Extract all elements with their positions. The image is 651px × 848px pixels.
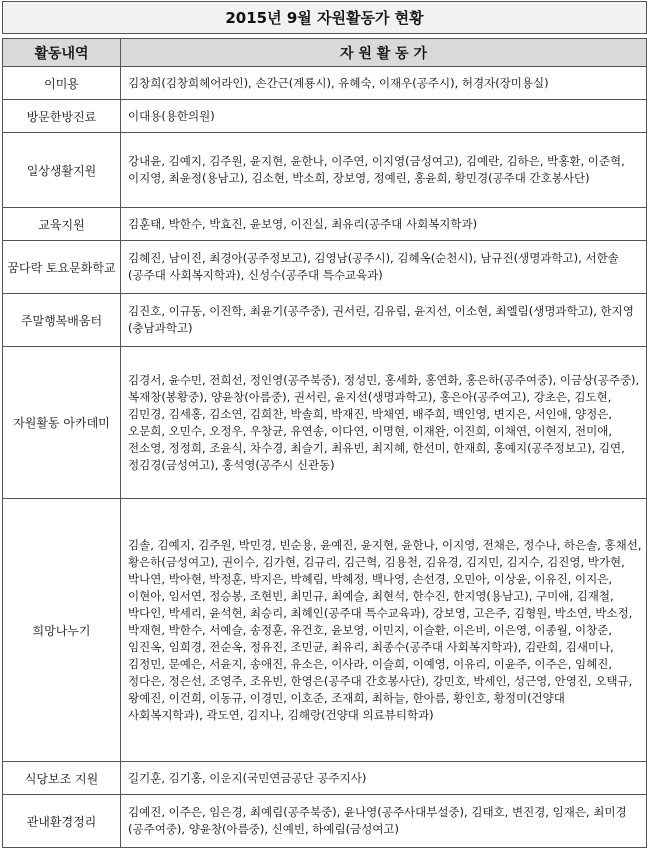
row-names: 김혜진, 남이진, 최경아(공주정보고), 김영남(공주시), 김혜옥(순천시), 남규진(생명과학고), 서한솔(공주대 사회복지학과), 신성수(공주대 특수교육과) (121, 241, 647, 294)
table-row (3, 762, 647, 795)
row-category: 꿈다락 토요문화학교 (3, 241, 121, 294)
table-row (3, 208, 647, 241)
table-row (3, 294, 647, 347)
row-names: 김경서, 윤수민, 전희선, 정인영(공주북중), 정성민, 홍세화, 홍연화, 홍은하(공주여중), 이금상(공주중), 복재창(봉황중), 양윤창(아름중), 권서린, 윤지선(생명과학고), 홍은아(공주여고), 강초은, 김도현, 김민경, 김세홍, 김소연, 김희찬, 박솔희, 박재진, 박채연, 배주희, 백인영, 변지은, 서인애, 양정은, 오문희, 오민수, 오정우, 우창균, 유연송, 이다연, 이명현, 이재완, 이진희, 이채연, 이현지, 전미애, 전소영, 정정희, 조윤식, 차수경, 최슬기, 최유빈, 최지혜, 한선미, 한재희, 홍예지(공주정보고), 김연, 정김경(금성여고), 홍석영(공주시 신관동) (121, 347, 647, 499)
table-row (3, 100, 647, 133)
row-category: 주말행복배움터 (3, 294, 121, 347)
row-category: 자원활동 아카데미 (3, 347, 121, 499)
row-names: 김솔, 김예지, 김주원, 박민경, 빈순용, 윤예진, 윤지현, 윤한나, 이지영, 전채은, 정수나, 하은솔, 홍채선, 황은하(금성여고), 권이수, 김가현, 김규리, 김근혁, 김용천, 김유경, 김지민, 김지수, 김진영, 박가현, 박나연, 박아현, 박정훈, 박지은, 박혜림, 박혜정, 백나영, 손선경, 오민아, 이상윤, 이유진, 이지은, 이현아, 임서연, 정승봉, 조현빈, 최민규, 최예슬, 최현석, 한수진, 한지영(용남고), 구미애, 김재철, 박다인, 박세리, 윤석현, 최승리, 최혜인(공주대 특수교육과), 강보영, 고은주, 김형원, 박소연, 박소정, 박재현, 박한수, 서예슬, 송정훈, 유건호, 윤보영, 이민지, 이슬환, 이은비, 이은영, 이종월, 이창준, 임진옥, 임희경, 전순옥, 정유진, 조민균, 최유리, 최종수(공주대 사회복지학과), 김란희, 김새미나, 김정민, 문예은, 서윤지, 송애진, 유소은, 이사라, 이슬희, 이예영, 이유리, 이윤주, 이주은, 임혜진, 정다은, 정은선, 조영주, 조유빈, 한영은(공주대 간호봉사단), 강민호, 박세인, 성근영, 안영진, 오택규, 왕예진, 이건희, 이동규, 이경민, 이호준, 조재희, 최하늘, 한아름, 황인호, 황정미(건양대 사회복지학과), 곽도연, 김지나, 김해랑(건양대 의료뷰티학과) (121, 499, 647, 762)
page-title: 2015년 9월 자원활동가 현황 (2, 1, 647, 34)
row-names: 김진호, 이규동, 이진학, 최윤기(공주중), 권서린, 김유림, 윤지선, 이소현, 최엘림(생명과학고), 한지영(충남과학고) (121, 294, 647, 347)
header-activity: 활동내역 (3, 39, 121, 67)
table-row (3, 347, 647, 499)
row-category: 일상생활지원 (3, 133, 121, 208)
volunteer-table (2, 38, 647, 848)
row-names: 강내윤, 김예지, 김주원, 윤지현, 윤한나, 이주연, 이지영(금성여고), 김예란, 김하은, 박홍환, 이준혁, 이지영, 최윤정(용남고), 김소현, 박소희, 장보영, 정예린, 홍윤희, 황민경(공주대 간호봉사단) (121, 133, 647, 208)
row-category: 교육지원 (3, 208, 121, 241)
row-category: 방문한방진료 (3, 100, 121, 133)
table-row (3, 795, 647, 848)
row-names: 이대용(용한의원) (121, 100, 647, 133)
row-category: 이미용 (3, 67, 121, 100)
row-category: 관내환경정리 (3, 795, 121, 848)
row-category: 식당보조 지원 (3, 762, 121, 795)
row-names: 김예진, 이주은, 임은경, 최예림(공주북중), 윤나영(공주사대부설중), 김태호, 변진경, 임재은, 최미경(공주여중), 양윤창(아름중), 신예빈, 하예림(금성여고) (121, 795, 647, 848)
table-row (3, 67, 647, 100)
header-volunteers: 자 원 활 동 가 (121, 39, 647, 67)
table-header-row (3, 39, 647, 67)
table-row (3, 133, 647, 208)
row-names: 김창희(김창희헤어라인), 손간근(계룡시), 유혜숙, 이재우(공주시), 허경자(장미용실) (121, 67, 647, 100)
row-category: 희망나누기 (3, 499, 121, 762)
row-names: 김훈태, 박한수, 박효진, 윤보영, 이진실, 최유리(공주대 사회복지학과) (121, 208, 647, 241)
table-row (3, 241, 647, 294)
table-row (3, 499, 647, 762)
row-names: 길기훈, 김기홍, 이운지(국민연금공단 공주지사) (121, 762, 647, 795)
